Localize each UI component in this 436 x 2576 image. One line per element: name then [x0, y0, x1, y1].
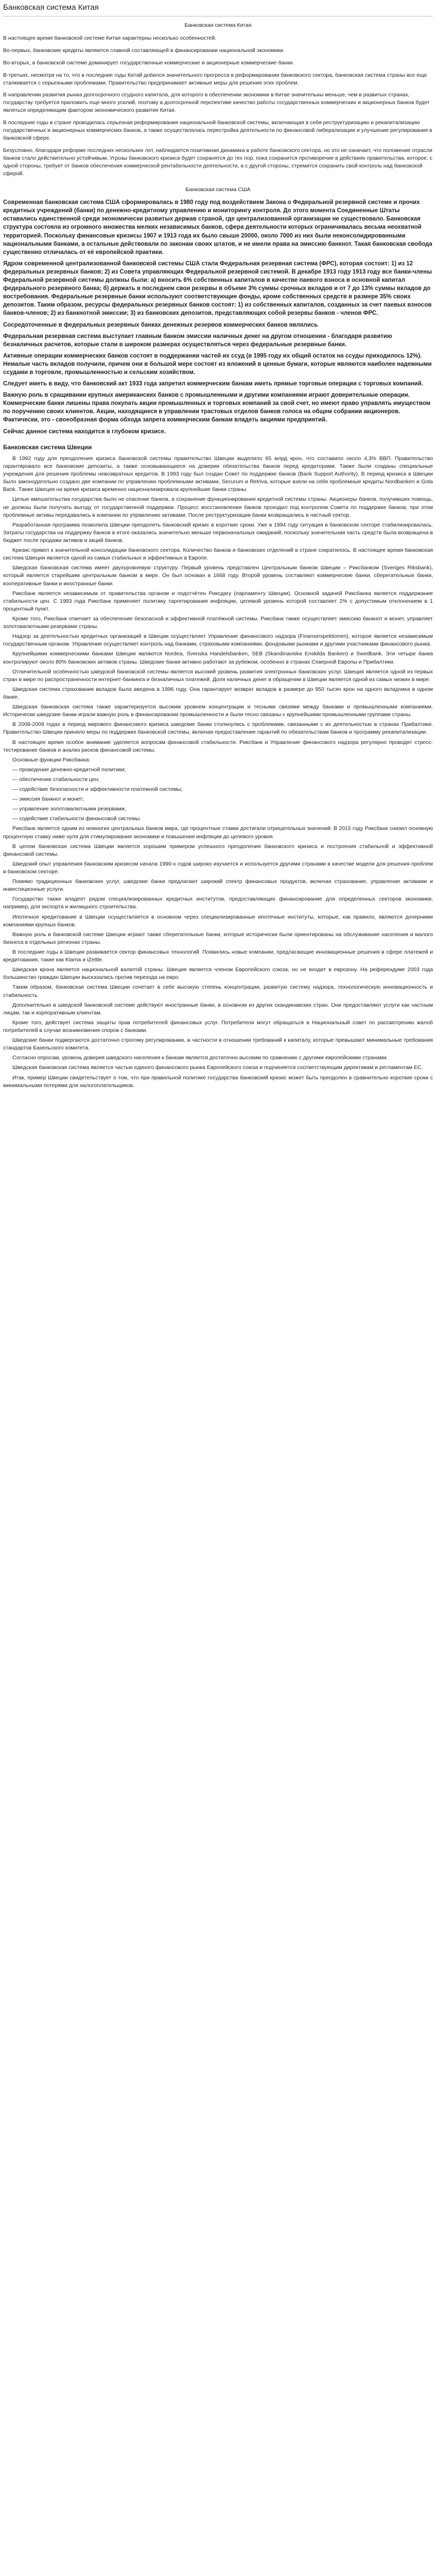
paragraph: Основные функции Риксбанка:: [12, 756, 91, 763]
paragraph: В 1992 году для преодоления кризиса банковской системы правительство Швеции выделило 65 млрд крон, что составило около 4,3% ВВП. Правительство гарантировало все банковские депозиты, а также основывающиеся на доверии обязательства банков перед кредиторами. Также были созданы специальные учреждения для решения проблемы невозвратных кредитов. В 1993 году был создан Совет по поддержке банков (Bank Support Authority). В период кризиса в Швеции было законодательно создано две компании по управлению проблемными активами, Securum и Retriva, которые взяли на себя проблемные кредиты Nordbanken и Gota Bank. Также Швеция на время кризиса временно национализировала крупнейшие банки страны.: [3, 455, 433, 493]
paragraph: Важную роль в сращивании крупных американских банков с промышленными и другими компаниями играют доверительные операции. Коммерческие банки лишены права покупать акции промышленных и торговых компаний за свой счет, но имеют право управлять имуществом по поручению своих клиентов. Акции, находящиеся в управлении трастовых отделов банков голоса на общем собрании акционеров. Фактически, это - своеобразная форма обхода запрета коммерческим банкам владеть акциями предприятий.: [3, 392, 431, 423]
paragraph: Государство также владеет рядом специализированных кредитных институтов, предоставляющих финансирование для определенных секторов экономики, например, для экспорта и жилищного строительства.: [3, 896, 433, 910]
section-heading-sweden: Банковская система Швеции: [3, 443, 92, 451]
section-heading-usa: Банковская система США: [185, 186, 251, 193]
section-usa: [3, 186, 433, 436]
paragraph: Федеральная резервная система выступает главным банком эмиссии наличных денег на другом отношении - благодаря развитию безналичных расчетов, которые стали в широком размерах осуществляться через федеральные резервные банки.: [3, 333, 392, 348]
paragraph: Шведская крона является национальной валютой страны. Швеция является членом Европейского союза, но не входит в еврозону. На референдуме 2003 года большинство граждан Швеции высказались против перехода на евро.: [3, 967, 433, 981]
paragraph: Во-вторых, в банковской системе доминирует государственные коммерческие и акционерные коммерческие банки.: [3, 59, 294, 66]
paragraph: — содействие стабильности финансовой системы.: [12, 816, 142, 822]
paragraph: Шведская банковская система также характеризуется высоким уровнем концентрации и тесными связями между банками и промышленными компаниями. Исторически шведские банки играли важную роль в финансировании промышленности и были тесно связаны с крупнейшими промышленными группами страны.: [3, 704, 433, 718]
paragraph: Кризис привел к значительной консолидации банковского сектора. Количество банков и банковских отделений в стране сократилось. В настоящее время банковская система Швеции является одной из самых стабильных и эффективных в Европе.: [3, 547, 433, 562]
paragraph: Шведская система страхования вкладов была введена в 1996 году. Она гарантирует возврат вкладов в размере до 950 тысяч крон на одного вкладчика в одном банке.: [3, 686, 433, 700]
paragraph: Во-первых, банковские кредиты являются главной составляющей в финансировании национальной экономики.: [3, 47, 285, 54]
paragraph: Шведская банковская система является частью единого финансового рынка Европейского союза и подчиняется соответствующим директивам и регламентам ЕС.: [12, 1064, 423, 1071]
paragraph: Целью вмешательства государства было не спасение банков, а сохранение функционирования кредитной системы страны. Акционеры банков, получивших помощь, не должны были получать выгоду от государственной поддержки. Процесс восстановления банков проходил под контролем Совета по поддержке банков, при этом проблемные активы передавались в компании по управлению активами. После реструктуризации банки возвращались в частный сектор.: [3, 496, 433, 518]
paragraph: Современная банковская система США сформировалась в 1980 году под воздействием Закона о Федеральной резервной системе и прочих кредитных учреждений (банки) по денежно-кредитному управлению и мониторингу контроля. До этого момента Соединенные Штаты оставались единственной среди экономически развитых держав страной, где централизованной организации не существовало. Банковская структура состояла из огромного множества мелких независимых банков, сфера деятельности которых ограничивалась весьма неохватной территорией. Поскольку финансовые кризисы 1907 и 1913 года их было свыше 20000, около 7000 из них были неконсолидированными национальными банками, а остальные действовали по законам своих штатов, и не имели права на эмиссию банкнот. Такая банковская свобода существенно отличалась от её европейской практики.: [3, 199, 432, 256]
paragraph: Кроме того, Риксбанк отвечает за обеспечение безопасной и эффективной платёжной системы. Риксбанк также осуществляет эмиссию банкнот и монет, управляет золотовалютными резервами страны.: [3, 615, 433, 630]
paragraph: Разработанная программа позволила Швеции преодолеть банковский кризис в короткие сроки. Уже в 1994 году ситуация в банковском секторе стабилизировалась. Затраты государства на поддержку банков в итоге оказались значительно меньше первоначальных ожиданий, поскольку значительная часть средств была возвращена в бюджет после продажи активов и акций банков.: [3, 521, 433, 544]
paragraph: — управление золотовалютными резервами;: [12, 806, 126, 812]
section-china: [3, 22, 433, 178]
paragraph: — содействие безопасности и эффективности платежной системы;: [12, 786, 183, 793]
paragraph: В-третьих, несмотря на то, что в последние годы Китай добился значительного прогресса в реформировании банковского сектора, банковская система страны все еще сталкивается с серьезными проблемами. Правительство предпринимает активные меры для решения этих проблем.: [3, 72, 427, 86]
section-sweden: [3, 443, 433, 1090]
paragraph: Надзор за деятельностью кредитных организаций в Швеции осуществляет Управление финансового надзора (Finansinspektionen), которое является независимым государственным органом. Управление осуществляет контроль над банками, страховыми компаниями, фондовыми рынками и другими участниками финансового рынка.: [3, 633, 433, 648]
paragraph: Следует иметь в виду, что банковский акт 1933 года запретил коммерческим банкам иметь прямые торговые операции с торговых компаний.: [3, 381, 424, 387]
page-title: Банковская система Китая: [3, 3, 99, 12]
paragraph: Шведский опыт управления банковским кризисом начала 1990-х годов широко изучается и используется другими странами в качестве модели для решения проблем в банковском секторе.: [3, 860, 433, 875]
paragraph: Ядром современной централизованной банковской системы США стала Федеральная резервная система (ФРС), которая состоит: 1) из 12 федеральных резервных банков; 2) из Совета управляющих Федеральной резервной системой. В декабре 1913 году 1913 году все банки-члены Федеральной резервной системы должны были: а) вносить 6% собственных капиталов в качестве паевого взноса в основной капитал федерального резервного банка; б) держать в последнем свои резервы в объеме 3% суммы срочных вкладов и от 7 до 13% суммы вкладов до востребования. Федеральные резервные банки используют соответствующие фонды, кроме собственных средств в размере 35% своих депозитов. Таким образом, ресурсы федеральных резервных банков состоят: 1) из собственных капиталов, созданных за счет паевых взносов банков-членов; 2) из банкнотной эмиссии; 3) из банковских депозитов, представляющих собой резервы банков - членов ФРС.: [3, 260, 432, 317]
paragraph: В последние годы в стране проводилась серьезная реформирования национальной банковской системы, включающая в себя реструктуризацию и рекапитализацию государственных и акционерных коммерческих банков, а также осуществлялась перестройка деятельности по финансовой либерализации и улучшение регулирования в банковской сфере.: [3, 120, 432, 141]
paragraph: Крупнейшими коммерческими банками Швеции являются Nordea, Svenska Handelsbanken, SEB (Skandinaviska Enskilda Banken) и Swedbank. Эти четыре банка контролируют около 80% банковских активов страны. Шведские банки активно работают за рубежом, особенно в странах Северной Европы и Прибалтики.: [3, 651, 433, 665]
paragraph: В настоящее время особое внимание уделяется вопросам финансовой стабильности. Риксбанк и Управление финансового надзора регулярно проводят стресс-тестирование банков и анализ рисков финансовой системы.: [3, 739, 433, 753]
paragraph: Шведская банковская система имеет двухуровневую структуру. Первый уровень представлен Центральным банком Швеции – Риксбанком (Sveriges Riksbank), который является старейшим центральным банком в мире. Он был основан в 1668 году. Второй уровень составляют коммерческие банки, сберегательные банки, кооперативные банки и иностранные банки.: [3, 565, 433, 587]
paragraph: Согласно опросам, уровень доверия шведского населения к банкам является достаточно высоким по сравнению с другими европейскими странами.: [12, 1055, 388, 1061]
paragraph: Отличительной особенностью шведской банковской системы является высокий уровень развития электронных банковских услуг. Швеция является одной из первых стран в мире по распространенности интернет-банкинга и безналичных платежей. Доля наличных денег в обращении в Швеции является одной из самых низких в мире.: [3, 668, 433, 683]
section-body-usa: [3, 198, 433, 435]
paragraph: Таким образом, банковская система Швеции сочетает в себе высокую степень концентрации, развитую систему надзора, технологическую инновационность и стабильность.: [3, 984, 433, 998]
paragraph: — обеспечение стабильности цен;: [12, 776, 100, 783]
paragraph: Помимо традиционных банковских услуг, шведские банки предлагают широкий спектр финансовых продуктов, включая страхование, управление активами и инвестиционные услуги.: [3, 878, 433, 893]
paragraph: Ипотечное кредитование в Швеции осуществляется в основном через специализированные ипотечные институты, которые, как правило, являются дочерними компаниями крупных банков.: [3, 913, 433, 928]
paragraph: Важную роль в банковской системе Швеции играют также сберегательные банки, которые исторически были ориентированы на обслуживание населения и малого бизнеса в отдельных регионах страны.: [3, 931, 433, 945]
section-body-sweden: [3, 455, 433, 1090]
section-heading-china: Банковская система Китая: [184, 22, 252, 28]
paragraph: — проведение денежно-кредитной политики;: [12, 766, 126, 773]
paragraph: В направлении развития рынка долгосрочного ссудного капитала, для которого в обеспечении экономики в Китае значительны меньше, чем в развитых странах, государству требуется приложить еще много усилий, поэтому в долгосрочной перспективе качество работы государственных коммерческих и акционерных банков будет являться определяющим фактором экономического развития Китая.: [3, 92, 430, 114]
paragraph: Риксбанк является независимым от правительства органом и подотчётен Риксдагу (парламенту Швеции). Основной задачей Риксбанка является поддержание стабильности цен. С 1993 года Риксбанк применяет политику таргетирования инфляции, целевой уровень которой составляет 2% с допустимым отклонением в 1 процентный пункт.: [3, 590, 433, 612]
article: [0, 0, 436, 1102]
paragraph: Активные операции коммерческих банков состоят в поддержании частей их ссуд (в 1995 году их общий остаток на ссуды приходилось 12%). Немалые часть вкладов получили, причем они в большой мере состоят из вложений в ценные бумаги, которые являются наиболее надежными ссудами в торговле, промышленностью и сельским хозяйством.: [3, 352, 432, 376]
paragraph: — эмиссия банкнот и монет;: [12, 796, 84, 803]
paragraph: Итак, пример Швеции свидетельствует о том, что при правильной политике государства банковский кризис может быть преодолен в сравнительно короткие сроки с минимальными потерями для налогоплательщиков.: [3, 1074, 433, 1089]
paragraph: Кроме того, действует система защиты прав потребителей финансовых услуг. Потребители могут обращаться в Национальный совет по рассмотрению жалоб потребителей в случае возникновения споров с банками.: [3, 1019, 433, 1033]
paragraph: Безусловно, благодаря реформе последних нескольких лет, наблюдается позитивная динамика в работе банковского сектора, но это не означает, что положение отрасли банков стало действительно устойчивым. Угрозы банковского кризиса будет сохранятся до тех пор, пока сохранится противоречие в действиях правительства, которое, с одной стороны, требует от банков обеспечения коммерческой рентабельности деятельности, а с другой стороны, стремится сохранить свой контроль над банковской сферой.: [3, 147, 433, 177]
paragraph: В 2008-2009 годах в период мирового финансового кризиса шведские банки столкнулись с проблемами, связанными с их деятельностью в странах Прибалтики. Правительство Швеции приняло меры по поддержке банковской системы, включая предоставление гарантий по обязательствам банков и программу рекапитализации.: [3, 721, 433, 736]
paragraph: Шведские банки подвергаются достаточно строгому регулированию, в частности в отношении требований к капиталу, которые превышают минимальные требования стандартов Базельского комитета.: [3, 1037, 433, 1052]
paragraph: В последние годы в Швеции развивается сектор финансовых технологий. Появились новые компании, предлагающие инновационные решения в сфере платежей и кредитования, такие как Klarna и iZettle.: [3, 949, 433, 963]
paragraph: Дополнительно в шведской банковской системе действуют иностранные банки, в основном из других скандинавских стран. Они предоставляют услуги как частным лицам, так и корпоративным клиентам.: [3, 1002, 433, 1016]
section-body-china: [3, 35, 433, 178]
paragraph: Риксбанк является одним из немногих центральных банков мира, где процентные ставки достигали отрицательных значений. В 2015 году Риксбанк снизил основную процентную ставку ниже нуля для стимулирования экономики и повышения инфляции до целевого уровня.: [3, 825, 433, 840]
paragraph: Сейчас данное система находится в глубоком кризисе.: [3, 428, 166, 435]
paragraph: Сосредоточенные в федеральных резервных банках денежных резервов коммерческих банков являлись: [3, 321, 318, 328]
paragraph: В настоящее время банковской системе Китая характерны несколько особенностей.: [3, 35, 217, 41]
paragraph: В целом банковская система Швеции является хорошим примером успешного преодоления банковского кризиса и построения стабильной и эффективной финансовой системы.: [3, 843, 433, 857]
